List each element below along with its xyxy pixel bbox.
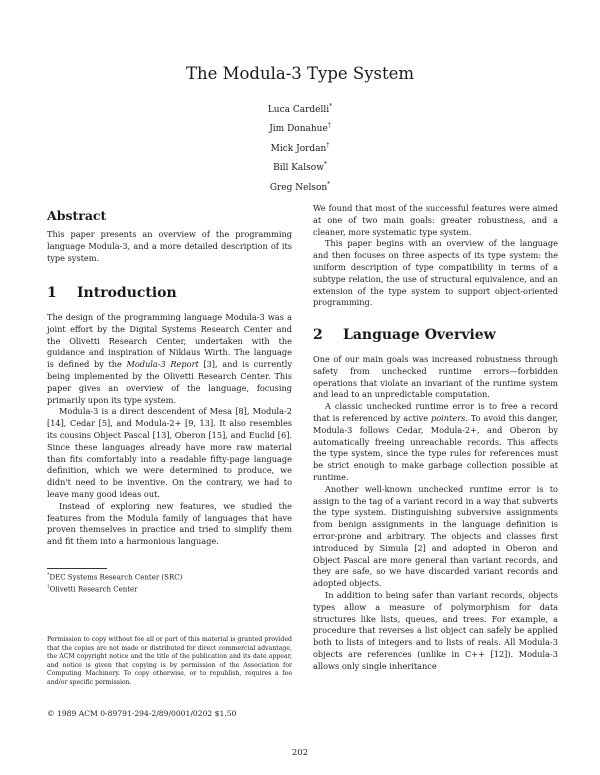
permission-notice: Permission to copy without fee all or part of this material is granted provided that the copies are not made or distributed for direct commercial advantage, the ACM copyright notice and the title of the publication and its date appear, and notice is given that copying is by permission of the Association for Computing Machinery. To copy otherwise, or to republish, requires a fee and/or specific permission. xyxy=(47,636,292,686)
author: Jim Donahue† xyxy=(269,122,331,135)
author: Luca Cardelli* xyxy=(267,103,333,115)
paragraph: Instead of exploring new features, we studied the features from the Modula family of languages that have proven themselves in practice and tried to simplify them and fit them into a harmonious language. xyxy=(47,500,292,547)
paragraph: The design of the programming language Modula-3 was a joint effort by the Digital Systems Research Center and the Olivetti Research Center, undertaken with the guidance and inspiration of Niklaus Wirth. The language is defined by the Modula-3 Report [3], and is currently being implemented by the Olivetti Research Center. This paper gives an overview of the language, focusing primarily upon its type system. xyxy=(47,312,292,405)
copyright-line: © 1989 ACM 0-89791-294-2/89/0001/0202 $1.50 xyxy=(47,709,237,718)
section-2-heading: 2 Language Overview xyxy=(313,327,496,343)
paragraph: A classic unchecked runtime error is to free a record that is referenced by active pointers. To avoid this danger, Modula-3 follows Cedar, Modula-2+, and Oberon by automatically freeing unreachable records. This affects the type system, since the type rules for references must be strict enough to make garbage collection possible at runtime. xyxy=(313,401,558,482)
paragraph: Modula-3 is a direct descendent of Mesa [8], Modula-2 [14], Cedar [5], and Modula-2+ [9, 13]. It also resembles its cousins Object Pascal [13], Oberon [15], and Euclid [6]. Since these languages already have more raw material than fits comfortably into a readable fifty-page language definition, which we were determined to produce, we didn't need to be inventive. On the contrary, we had to leave many good ideas out. xyxy=(47,406,292,499)
author: Bill Kalsow* xyxy=(273,161,327,174)
author: Greg Nelson* xyxy=(269,180,331,193)
paragraph: This paper begins with an overview of the language and then focuses on three aspects of its type system: the uniform description of type compatibility in terms of a subtype relation, the use of structural equivalence, and an extension of the type system to support object-oriented programming. xyxy=(313,238,558,308)
footnote-rule xyxy=(47,568,107,569)
paper-title: The Modula-3 Type System xyxy=(185,64,415,83)
author: Mick Jordan† xyxy=(270,141,330,154)
paragraph: In addition to being safer than variant records, objects types allow a measure of polymorphism for data structures like lists, queues, and trees. For example, a procedure that reverses a list object can safely be applied both to lists of integers and to lists of reals. All Modula-3 objects are references (unlike in C++ [12]). Modula-3 allows only single inheritance xyxy=(313,589,558,671)
section-2-body xyxy=(313,354,558,673)
abstract-text: This paper presents an overview of the programming language Modula-3, and a more detailed description of its type system. xyxy=(47,229,292,263)
abstract-heading: Abstract xyxy=(47,208,107,223)
paragraph: We found that most of the successful features were aimed at one of two main goals: greater robustness, and a cleaner, more systematic type system. xyxy=(313,203,558,237)
section-1-body xyxy=(47,312,292,548)
paragraph: One of our main goals was increased robustness through safety from unchecked runtime errors—forbidden operations that violate an invariant of the runtime system and lead to an unpredictable computation. xyxy=(313,354,558,400)
page-number: 202 xyxy=(291,748,309,758)
section-1-heading: 1 Introduction xyxy=(47,285,177,301)
author-list xyxy=(0,99,600,196)
right-intro xyxy=(313,203,558,309)
footnote: †Olivetti Research Center xyxy=(47,583,138,594)
footnotes xyxy=(47,571,292,595)
footnote: *DEC Systems Research Center (SRC) xyxy=(47,572,183,582)
paragraph: Another well-known unchecked runtime error is to assign to the tag of a variant record in a way that subverts the type system. Distinguishing subversive assignments from benign assignments in the language definition is error-prone and arbitrary. The objects and classes first introduced by Simula [2] and adopted in Oberon and Object Pascal are more general than variant records, and they are safe, so we have discarded variant records and adopted objects. xyxy=(313,483,558,589)
